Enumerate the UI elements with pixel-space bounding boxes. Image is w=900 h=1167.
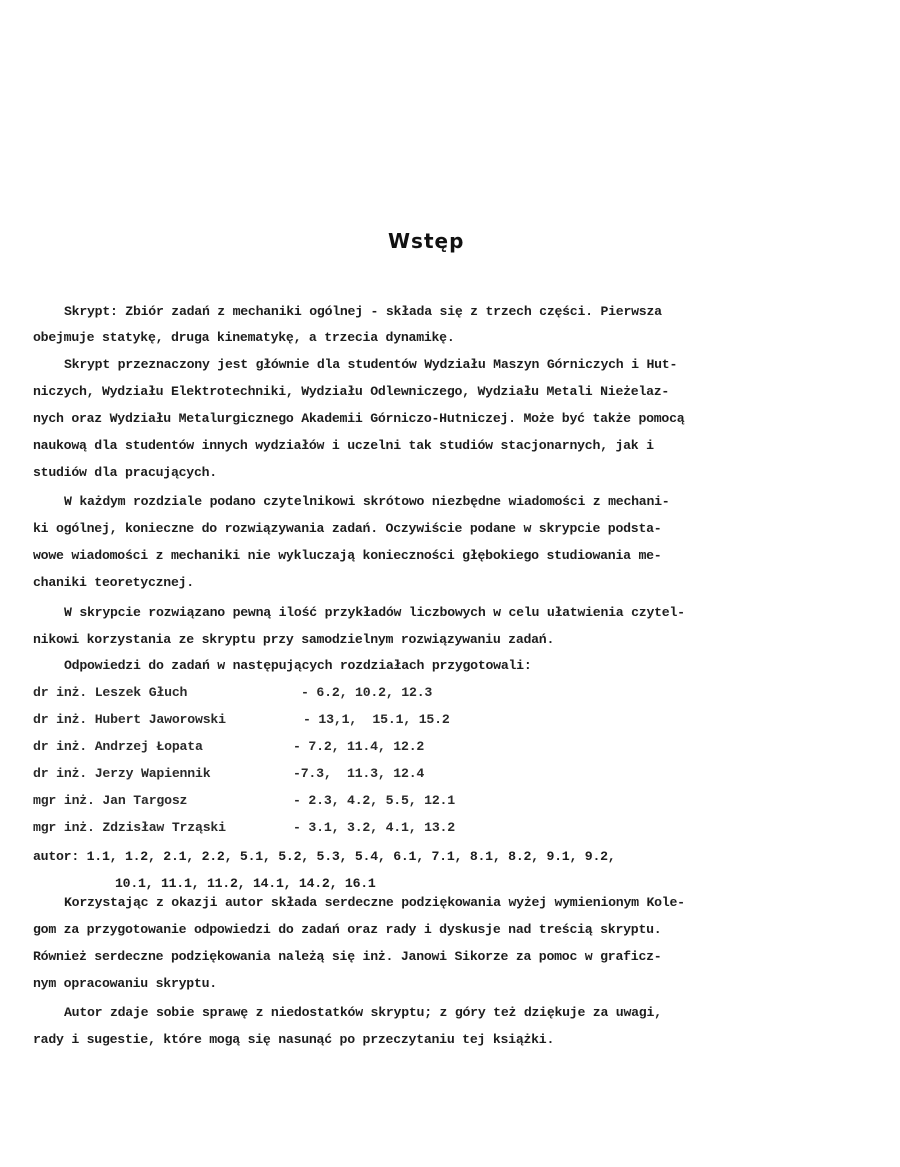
paragraph-2-line-4: naukową dla studentów innych wydziałów i uczelni tak studiów stacjonarnych, jak i [33, 438, 654, 453]
contributor-chapters: - 7.2, 11.4, 12.2 [293, 739, 425, 754]
paragraph-6-line-1: Korzystając z okazji autor składa serdeczne podziękowania wyżej wymienionym Kole- [64, 895, 685, 910]
contributor-name: mgr inż. Zdzisław Trząski [33, 820, 226, 835]
contributor-name: dr inż. Andrzej Łopata [33, 739, 203, 754]
paragraph-2-line-5: studiów dla pracujących. [33, 465, 217, 480]
contributor-chapters: - 13,1, 15.1, 15.2 [303, 712, 450, 727]
paragraph-3-line-1: W każdym rozdziale podano czytelnikowi skrótowo niezbędne wiadomości z mechani- [64, 494, 670, 509]
author-chapters-line-2: 10.1, 11.1, 11.2, 14.1, 14.2, 16.1 [115, 876, 376, 891]
paragraph-2-line-2: niczych, Wydziału Elektrotechniki, Wydziału Odlewniczego, Wydziału Metali Nieżelaz- [33, 384, 670, 399]
paragraph-4-line-2: nikowi korzystania ze skryptu przy samodzielnym rozwiązywaniu zadań. [33, 632, 555, 647]
paragraph-6-line-4: nym opracowaniu skryptu. [33, 976, 217, 991]
paragraph-3-line-4: chaniki teoretycznej. [33, 575, 194, 590]
contributor-name: dr inż. Jerzy Wapiennik [33, 766, 211, 781]
paragraph-6-line-2: gom za przygotowanie odpowiedzi do zadań oraz rady i dyskusje nad treścią skryptu. [33, 922, 662, 937]
contributor-name: dr inż. Leszek Głuch [33, 685, 188, 700]
paragraph-1-line-1: Skrypt: Zbiór zadań z mechaniki ogólnej - składa się z trzech części. Pierwsza [64, 304, 662, 319]
paragraph-4-line-1: W skrypcie rozwiązano pewną ilość przykładów liczbowych w celu ułatwienia czytel- [64, 605, 685, 620]
contributor-chapters: - 2.3, 4.2, 5.5, 12.1 [293, 793, 455, 808]
contributor-name: dr inż. Hubert Jaworowski [33, 712, 226, 727]
contributor-chapters: - 3.1, 3.2, 4.1, 13.2 [293, 820, 455, 835]
contributor-chapters: - 6.2, 10.2, 12.3 [301, 685, 433, 700]
paragraph-6-line-3: Również serdeczne podziękowania należą się inż. Janowi Sikorze za pomoc w graficz- [33, 949, 662, 964]
paragraph-3-line-2: ki ogólnej, konieczne do rozwiązywania zadań. Oczywiście podane w skrypcie podsta- [33, 521, 662, 536]
paragraph-7-line-2: rady i sugestie, które mogą się nasunąć po przeczytaniu tej książki. [33, 1032, 555, 1047]
page-title: Wstęp [388, 229, 465, 253]
paragraph-2-line-1: Skrypt przeznaczony jest głównie dla studentów Wydziału Maszyn Górniczych i Hut- [64, 357, 678, 372]
paragraph-1-line-2: obejmuje statykę, druga kinematykę, a trzecia dynamikę. [33, 330, 455, 345]
paragraph-3-line-3: wowe wiadomości z mechaniki nie wykluczają konieczności głębokiego studiowania me- [33, 548, 662, 563]
contributor-chapters: -7.3, 11.3, 12.4 [293, 766, 425, 781]
paragraph-7-line-1: Autor zdaje sobie sprawę z niedostatków skryptu; z góry też dziękuje za uwagi, [64, 1005, 662, 1020]
author-chapters-line-1: autor: 1.1, 1.2, 2.1, 2.2, 5.1, 5.2, 5.3, 5.4, 6.1, 7.1, 8.1, 8.2, 9.1, 9.2, [33, 849, 616, 864]
paragraph-2-line-3: nych oraz Wydziału Metalurgicznego Akademii Górniczo-Hutniczej. Może być także pomocą [33, 411, 685, 426]
contributor-name: mgr inż. Jan Targosz [33, 793, 188, 808]
paragraph-5-line-1: Odpowiedzi do zadań w następujących rozdziałach przygotowali: [64, 658, 532, 673]
